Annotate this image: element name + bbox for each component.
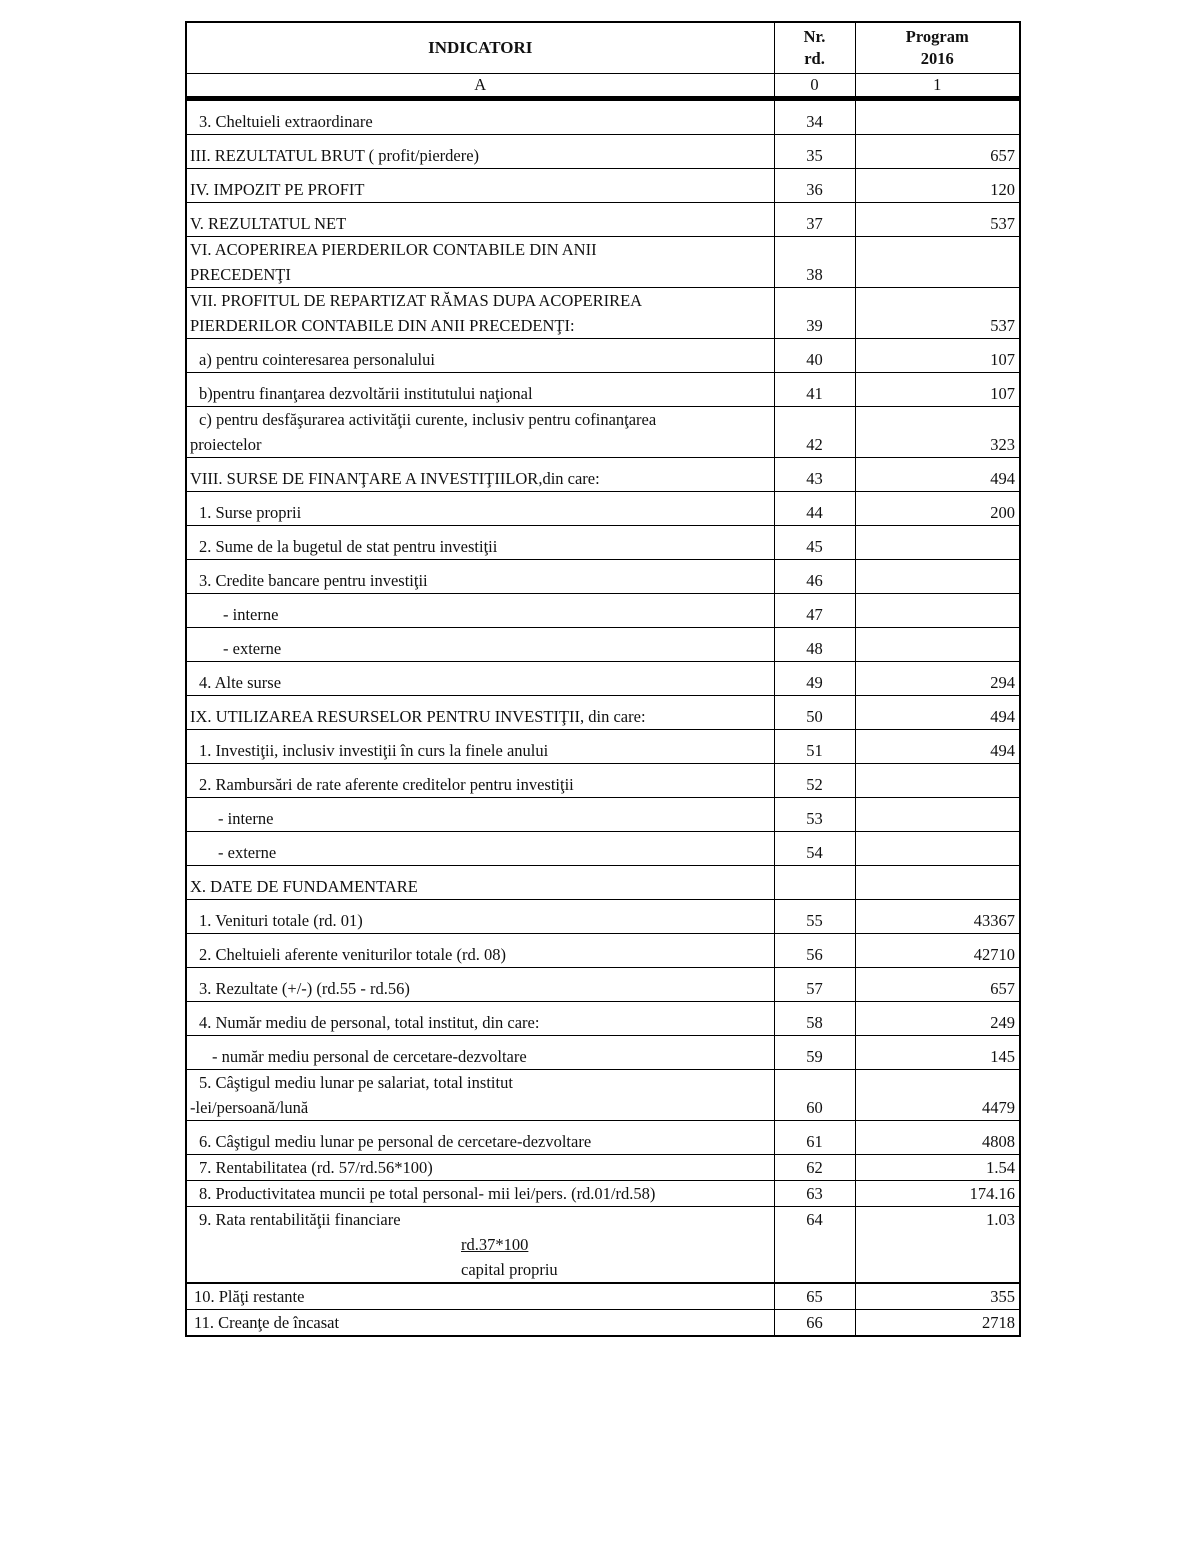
row-label: 4. Număr mediu de personal, total institut, din care: <box>186 1001 774 1035</box>
row-nr <box>774 865 855 899</box>
row-value <box>855 593 1020 627</box>
col-letter-0: 0 <box>774 73 855 98</box>
row-label: 8. Productivitatea muncii pe total personal- mii lei/pers. (rd.01/rd.58) <box>186 1180 774 1206</box>
row-value: 4479 <box>855 1069 1020 1120</box>
row-label: 7. Rentabilitatea (rd. 57/rd.56*100) <box>186 1154 774 1180</box>
row-nr: 34 <box>774 98 855 134</box>
table-row <box>186 168 1020 202</box>
table-row <box>186 1206 1020 1283</box>
table-row <box>186 763 1020 797</box>
row-nr: 41 <box>774 372 855 406</box>
row-label: III. REZULTATUL BRUT ( profit/pierdere) <box>186 134 774 168</box>
table-row <box>186 627 1020 661</box>
row-value: 4808 <box>855 1120 1020 1154</box>
row-value <box>855 98 1020 134</box>
row-nr: 38 <box>774 236 855 287</box>
row-label: c) pentru desfăşurarea activităţii curente, inclusiv pentru cofinanţarea proiectelor <box>186 406 774 457</box>
row-value: 2718 <box>855 1309 1020 1336</box>
table-row <box>186 1069 1020 1120</box>
table-row <box>186 1001 1020 1035</box>
row-label: 1. Venituri totale (rd. 01) <box>186 899 774 933</box>
row-nr: 50 <box>774 695 855 729</box>
table-row <box>186 933 1020 967</box>
row-value: 200 <box>855 491 1020 525</box>
row-label: VII. PROFITUL DE REPARTIZAT RĂMAS DUPA ACOPERIREA PIERDERILOR CONTABILE DIN ANII PRECEDENŢI: <box>186 287 774 338</box>
row-nr: 37 <box>774 202 855 236</box>
row-label: 6. Câştigul mediu lunar pe personal de cercetare-dezvoltare <box>186 1120 774 1154</box>
row-label: V. REZULTATUL NET <box>186 202 774 236</box>
formula: rd.37*100 <box>461 1234 529 1254</box>
row-nr: 47 <box>774 593 855 627</box>
table-row <box>186 406 1020 457</box>
row-label: 1. Investiţii, inclusiv investiţii în curs la finele anului <box>186 729 774 763</box>
row-value: 43367 <box>855 899 1020 933</box>
formula: capital propriu <box>461 1259 558 1279</box>
row-value: 294 <box>855 661 1020 695</box>
row-nr: 60 <box>774 1069 855 1120</box>
column-letters-row <box>186 73 1020 98</box>
row-nr: 45 <box>774 525 855 559</box>
row-label: - interne <box>186 593 774 627</box>
row-value: 42710 <box>855 933 1020 967</box>
row-value <box>855 559 1020 593</box>
row-nr: 63 <box>774 1180 855 1206</box>
row-value: 107 <box>855 338 1020 372</box>
row-value: 323 <box>855 406 1020 457</box>
row-value: 355 <box>855 1283 1020 1310</box>
row-nr: 52 <box>774 763 855 797</box>
table-row <box>186 236 1020 287</box>
header-nr: Nr. rd. <box>774 22 855 73</box>
row-label: VIII. SURSE DE FINANŢARE A INVESTIŢIILOR,din care: <box>186 457 774 491</box>
col-letter-a: A <box>186 73 774 98</box>
table-row <box>186 525 1020 559</box>
row-nr: 35 <box>774 134 855 168</box>
table-row <box>186 1120 1020 1154</box>
row-nr: 49 <box>774 661 855 695</box>
table-row <box>186 593 1020 627</box>
row-nr: 39 <box>774 287 855 338</box>
row-nr: 61 <box>774 1120 855 1154</box>
col-letter-1: 1 <box>855 73 1020 98</box>
row-label: 5. Câştigul mediu lunar pe salariat, total institut -lei/persoană/lună <box>186 1069 774 1120</box>
table-row <box>186 695 1020 729</box>
row-nr: 54 <box>774 831 855 865</box>
table-row <box>186 1035 1020 1069</box>
row-label: b)pentru finanţarea dezvoltării institutului naţional <box>186 372 774 406</box>
row-label: IX. UTILIZAREA RESURSELOR PENTRU INVESTIŢII, din care: <box>186 695 774 729</box>
row-label: IV. IMPOZIT PE PROFIT <box>186 168 774 202</box>
row-nr: 57 <box>774 967 855 1001</box>
row-label: 1. Surse proprii <box>186 491 774 525</box>
table-row <box>186 202 1020 236</box>
row-value <box>855 525 1020 559</box>
table-row <box>186 831 1020 865</box>
row-nr: 64 <box>774 1206 855 1283</box>
table-row <box>186 559 1020 593</box>
table-row <box>186 1154 1020 1180</box>
table-row <box>186 134 1020 168</box>
table-row <box>186 98 1020 134</box>
row-label: 3. Cheltuieli extraordinare <box>186 98 774 134</box>
row-value: 249 <box>855 1001 1020 1035</box>
row-value: 1.54 <box>855 1154 1020 1180</box>
row-nr: 56 <box>774 933 855 967</box>
row-value: 494 <box>855 695 1020 729</box>
row-nr: 53 <box>774 797 855 831</box>
row-nr: 48 <box>774 627 855 661</box>
row-nr: 46 <box>774 559 855 593</box>
row-value: 657 <box>855 134 1020 168</box>
table-row <box>186 797 1020 831</box>
row-value <box>855 763 1020 797</box>
row-value: 107 <box>855 372 1020 406</box>
table-row <box>186 661 1020 695</box>
table-row <box>186 1309 1020 1336</box>
row-value <box>855 831 1020 865</box>
table-row <box>186 967 1020 1001</box>
row-nr: 62 <box>774 1154 855 1180</box>
row-nr: 36 <box>774 168 855 202</box>
row-label: - externe <box>186 627 774 661</box>
row-value: 537 <box>855 202 1020 236</box>
row-value: 657 <box>855 967 1020 1001</box>
table-row <box>186 338 1020 372</box>
row-nr: 42 <box>774 406 855 457</box>
row-nr: 66 <box>774 1309 855 1336</box>
table-row <box>186 457 1020 491</box>
row-value: 494 <box>855 457 1020 491</box>
row-value <box>855 797 1020 831</box>
table-row <box>186 865 1020 899</box>
row-value: 120 <box>855 168 1020 202</box>
row-value <box>855 865 1020 899</box>
row-nr: 40 <box>774 338 855 372</box>
row-value <box>855 627 1020 661</box>
row-nr: 59 <box>774 1035 855 1069</box>
row-label: - interne <box>186 797 774 831</box>
row-nr: 43 <box>774 457 855 491</box>
row-label: a) pentru cointeresarea personalului <box>186 338 774 372</box>
header-program: Program 2016 <box>855 22 1020 73</box>
row-label: 2. Rambursări de rate aferente creditelor pentru investiţii <box>186 763 774 797</box>
row-label: 10. Plăţi restante <box>186 1283 774 1310</box>
row-value: 537 <box>855 287 1020 338</box>
table-row <box>186 491 1020 525</box>
header-indicatori: INDICATORI <box>186 22 774 73</box>
row-label: 4. Alte surse <box>186 661 774 695</box>
row-value: 174.16 <box>855 1180 1020 1206</box>
row-value: 494 <box>855 729 1020 763</box>
row-value: 145 <box>855 1035 1020 1069</box>
row-nr: 44 <box>774 491 855 525</box>
row-label: - număr mediu personal de cercetare-dezvoltare <box>186 1035 774 1069</box>
row-nr: 51 <box>774 729 855 763</box>
header-row <box>186 22 1020 73</box>
row-nr: 58 <box>774 1001 855 1035</box>
row-label: 2. Sume de la bugetul de stat pentru investiţii <box>186 525 774 559</box>
row-label: X. DATE DE FUNDAMENTARE <box>186 865 774 899</box>
row-label: VI. ACOPERIREA PIERDERILOR CONTABILE DIN ANII PRECEDENŢI <box>186 236 774 287</box>
table-row <box>186 899 1020 933</box>
row-nr: 55 <box>774 899 855 933</box>
row-nr: 65 <box>774 1283 855 1310</box>
table-row <box>186 1180 1020 1206</box>
row-label: 2. Cheltuieli aferente veniturilor totale (rd. 08) <box>186 933 774 967</box>
row-value: 1.03 <box>855 1206 1020 1283</box>
row-value <box>855 236 1020 287</box>
table-row <box>186 287 1020 338</box>
row-label: 9. Rata rentabilităţii financiare rd.37*100 capital propriu <box>186 1206 774 1283</box>
indicators-table <box>185 21 1021 1337</box>
row-label: 3. Rezultate (+/-) (rd.55 - rd.56) <box>186 967 774 1001</box>
row-label: 11. Creanţe de încasat <box>186 1309 774 1336</box>
row-label: 3. Credite bancare pentru investiţii <box>186 559 774 593</box>
table-row <box>186 372 1020 406</box>
row-label: - externe <box>186 831 774 865</box>
table-row <box>186 729 1020 763</box>
table-row <box>186 1283 1020 1310</box>
